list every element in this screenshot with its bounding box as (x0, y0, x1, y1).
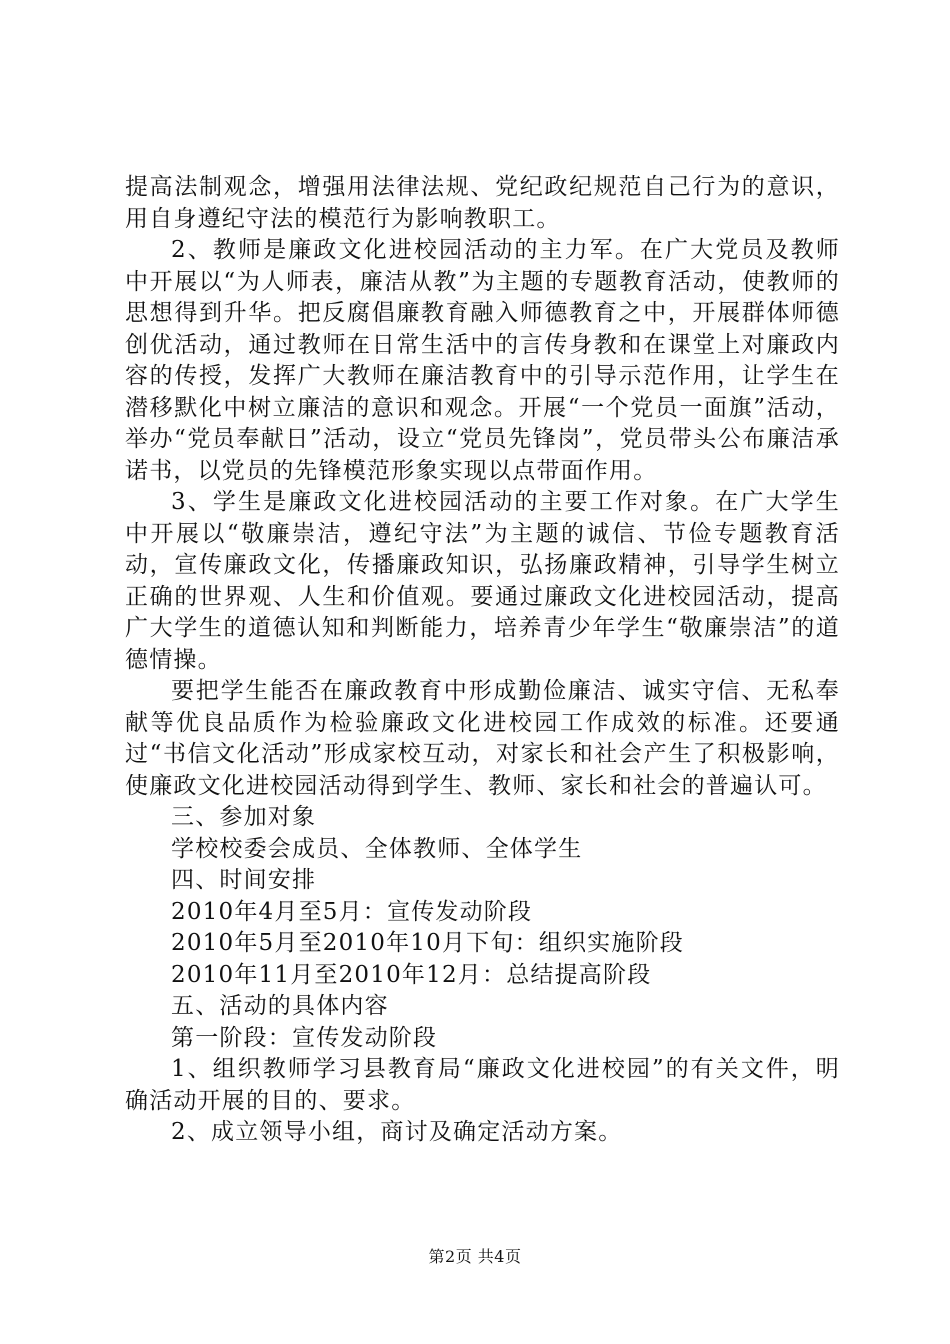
section-heading-participants: 三、参加对象 (171, 804, 317, 830)
schedule-item-2: 2010年5月至2010年10月下旬：组织实施阶段 (171, 930, 684, 956)
paragraph-teachers: 2、教师是廉政文化进校园活动的主力军。在广大党员及教师中开展以“为人师表，廉洁从教”为主题的专题教育活动，使教师的思想得到升华。把反腐倡廉教育融入师德教育之中，开展群体师德创优活动，通过教师在日常生活中的言传身教和在课堂上对廉政内容的传授，发挥广大教师在廉洁教育中的引导示范作用，让学生在潜移默化中树立廉洁的意识和观念。开展“一个党员一面旗”活动，举办“党员奉献日”活动，设立“党员先锋岗”，党员带头公布廉洁承诺书，以党员的先锋模范形象实现以点带面作用。 (125, 237, 840, 484)
paragraph-participants: 学校校委会成员、全体教师、全体学生 (171, 835, 583, 862)
subheading-phase-one: 第一阶段：宣传发动阶段 (171, 1024, 438, 1051)
paragraph-phase-one-2: 2、成立领导小组，商讨及确定活动方案。 (171, 1119, 623, 1145)
paragraph-students: 3、学生是廉政文化进校园活动的主要工作对象。在广大学生中开展以“敬廉崇洁，遵纪守法”为主题的诚信、节俭专题教育活动，宣传廉政文化，传播廉政知识，弘扬廉政精神，引导学生树立正确的世界观、人生和价值观。要通过廉政文化进校园活动，提高广大学生的道德认知和判断能力，培养青少年学生“敬廉崇洁”的道德情操。 (125, 489, 840, 673)
paragraph-standard: 要把学生能否在廉政教育中形成勤俭廉洁、诚实守信、无私奉献等优良品质作为检验廉政文化进校园工作成效的标准。还要通过“书信文化活动”形成家校互动，对家长和社会产生了积极影响，使廉政文化进校园活动得到学生、教师、家长和社会的普遍认可。 (125, 678, 840, 799)
section-heading-content: 五、活动的具体内容 (171, 993, 389, 1019)
section-heading-schedule: 四、时间安排 (171, 867, 317, 893)
schedule-item-1: 2010年4月至5月：宣传发动阶段 (171, 898, 533, 925)
paragraph-phase-one-1: 1、组织教师学习县教育局“廉政文化进校园”的有关文件，明确活动开展的目的、要求。 (125, 1056, 840, 1114)
page-footer: 第2页 共4页 (428, 1247, 522, 1266)
schedule-item-3: 2010年11月至2010年12月：总结提高阶段 (171, 961, 652, 988)
paragraph-continuation: 提高法制观念，增强用法律法规、党纪政纪规范自己行为的意识，用自身遵纪守法的模范行为影响教职工。 (125, 174, 840, 232)
document-body (125, 172, 840, 1149)
